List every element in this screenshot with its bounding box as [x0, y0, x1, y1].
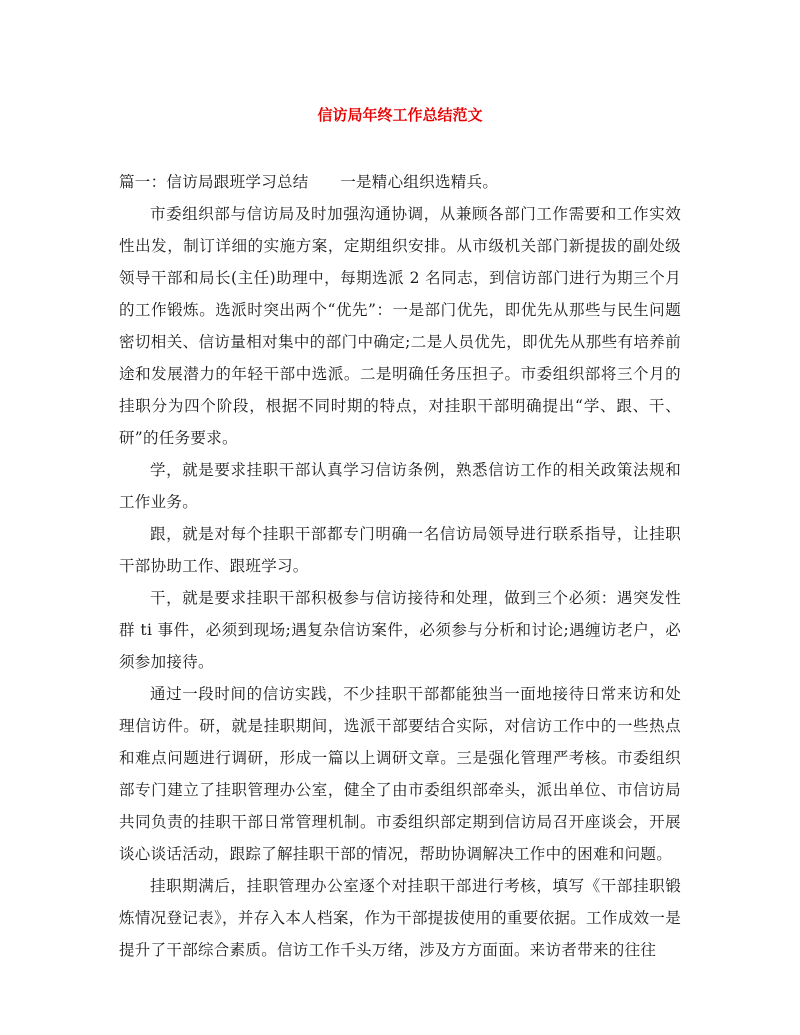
paragraph: 市委组织部与信访局及时加强沟通协调，从兼顾各部门工作需要和工作实效性出发，制订详细的实施方案，定期组织安排。从市级机关部门新提拔的副处级领导干部和局长(主任)助理中，每期选派 2 名同志，到信访部门进行为期三个月的工作锻炼。选派时突出两个“优先”：一是部门优先，即优先从那些与民生问题密切相关、信访量相对集中的部门中确定;二是人员优先，即优先从那些有培养前途和发展潜力的年轻干部中选派。二是明确任务压担子。市委组织部将三个月的挂职分为四个阶段，根据不同时期的特点，对挂职干部明确提出“学、跟、干、研”的任务要求。 [119, 205, 681, 447]
document-body [119, 166, 681, 966]
paragraph: 干，就是要求挂职干部积极参与信访接待和处理，做到三个必须：遇突发性群 ti 事件，必须到现场;遇复杂信访案件，必须参与分析和讨论;遇缠访老户，必须参加接待。 [119, 589, 681, 671]
document-title: 信访局年终工作总结范文 [317, 106, 483, 124]
paragraph-intro: 篇一：信访局跟班学习总结 一是精心组织选精兵。 [119, 173, 499, 191]
paragraph: 跟，就是对每个挂职干部都专门明确一名信访局领导进行联系指导，让挂职干部协助工作、跟班学习。 [119, 525, 681, 575]
paragraph: 挂职期满后，挂职管理办公室逐个对挂职干部进行考核，填写《干部挂职锻炼情况登记表》，并存入本人档案，作为干部提拔使用的重要依据。工作成效一是提升了干部综合素质。信访工作千头万绪，涉及方方面面。来访者带来的往往 [119, 877, 681, 959]
paragraph: 通过一段时间的信访实践，不少挂职干部都能独当一面地接待日常来访和处理信访件。研，就是挂职期间，选派干部要结合实际，对信访工作中的一些热点和难点问题进行调研，形成一篇以上调研文章。三是强化管理严考核。市委组织部专门建立了挂职管理办公室，健全了由市委组织部牵头，派出单位、市信访局共同负责的挂职干部日常管理机制。市委组织部定期到信访局召开座谈会，开展谈心谈话活动，跟踪了解挂职干部的情况，帮助协调解决工作中的困难和问题。 [119, 685, 681, 863]
paragraph: 学，就是要求挂职干部认真学习信访条例，熟悉信访工作的相关政策法规和工作业务。 [119, 461, 681, 511]
